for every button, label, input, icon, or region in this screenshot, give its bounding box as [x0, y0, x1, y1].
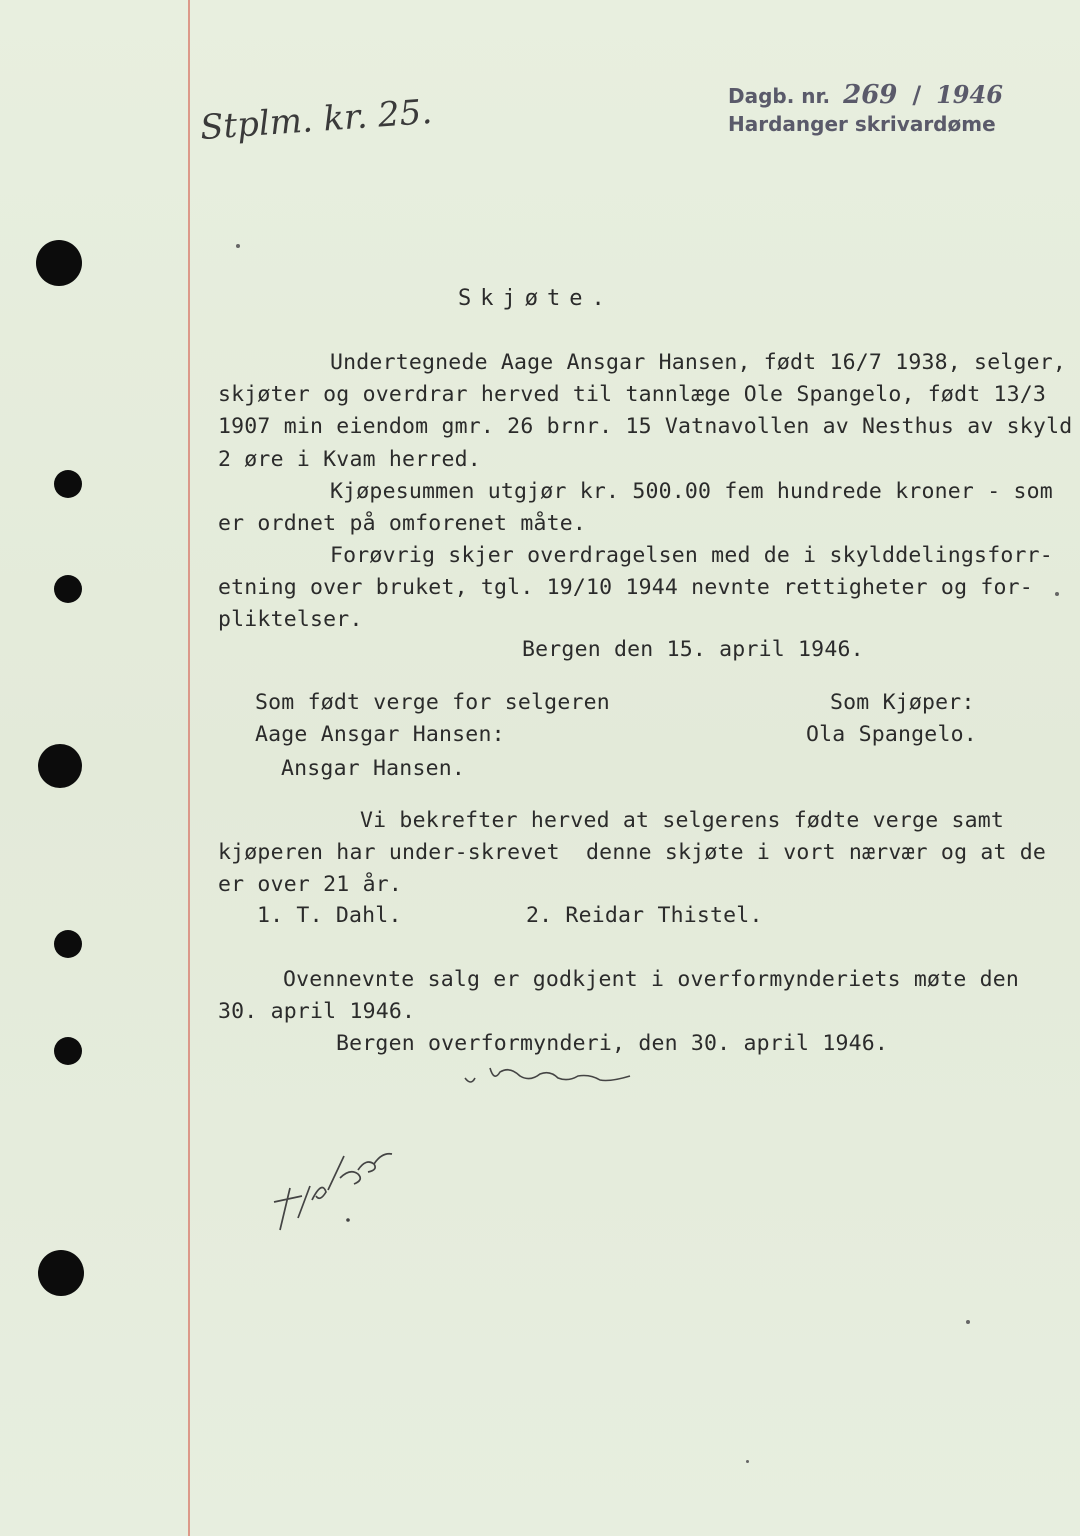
- stamp-year: 1946: [936, 80, 1003, 109]
- body-line-9: pliktelser.: [218, 607, 363, 632]
- speck: [966, 1320, 970, 1324]
- body-line-5: Kjøpesummen utgjør kr. 500.00 fem hundrede kroner - som: [330, 479, 1053, 504]
- body-line-6: er ordnet på omforenet måte.: [218, 511, 587, 536]
- punch-hole-4: [38, 744, 82, 788]
- speck: [746, 1460, 749, 1463]
- witness-line-2: kjøperen har under-skrevet denne skjøte i vort nærvær og at de: [218, 840, 1047, 865]
- body-line-2: skjøter og overdrar herved til tannlæge Ole Spangelo, født 13/3: [218, 382, 1047, 407]
- seller-signature: Ansgar Hansen.: [281, 756, 466, 781]
- punch-hole-5: [54, 930, 82, 958]
- punch-hole-7: [38, 1250, 84, 1296]
- stamp-fee-note: Stplm. kr. 25.: [198, 91, 434, 149]
- place-date: Bergen den 15. april 1946.: [522, 637, 864, 662]
- approval-line-1: Ovennevnte salg er godkjent i overformynderiets møte den: [283, 967, 1020, 992]
- witness-line-3: er over 21 år.: [218, 872, 403, 897]
- body-line-4: 2 øre i Kvam herred.: [218, 447, 481, 472]
- punch-hole-1: [36, 240, 82, 286]
- stamp-prefix: Dagb. nr.: [728, 84, 831, 108]
- body-line-8: etning over bruket, tgl. 19/10 1944 nevnte rettigheter og for-: [218, 575, 1033, 600]
- punch-hole-3: [54, 575, 82, 603]
- body-line-3: 1907 min eiendom gmr. 26 brnr. 15 Vatnavollen av Nesthus av skyld: [218, 414, 1073, 439]
- approval-line-3: Bergen overformynderi, den 30. april 1946.: [336, 1031, 889, 1056]
- witness-1: 1. T. Dahl.: [257, 903, 402, 928]
- punch-hole-6: [54, 1037, 82, 1065]
- witness-2: 2. Reidar Thistel.: [526, 903, 763, 928]
- margin-line: [188, 0, 190, 1536]
- seller-name: Aage Ansgar Hansen:: [255, 722, 505, 747]
- body-line-1: Undertegnede Aage Ansgar Hansen, født 16/7 1938, selger,: [330, 350, 1067, 375]
- registry-stamp: [728, 80, 1003, 136]
- stamp-court-name: Hardanger skrivardøme: [728, 112, 996, 136]
- speck: [1055, 592, 1059, 596]
- witness-line-1: Vi bekrefter herved at selgerens fødte verge samt: [360, 808, 1005, 833]
- stamp-number: 269: [843, 80, 898, 110]
- punch-hole-2: [54, 470, 82, 498]
- official-signature: [455, 1060, 685, 1090]
- stamp-separator: /: [912, 81, 922, 109]
- approval-line-2: 30. april 1946.: [218, 999, 416, 1024]
- document-title: Skjøte.: [458, 286, 614, 311]
- speck: [236, 244, 240, 248]
- handwritten-initials: [262, 1130, 402, 1240]
- buyer-label: Som Kjøper:: [830, 690, 975, 715]
- buyer-name: Ola Spangelo.: [806, 722, 977, 747]
- seller-guardian-label: Som født verge for selgeren: [255, 690, 610, 715]
- body-line-7: Forøvrig skjer overdragelsen med de i skylddelingsforr-: [330, 543, 1053, 568]
